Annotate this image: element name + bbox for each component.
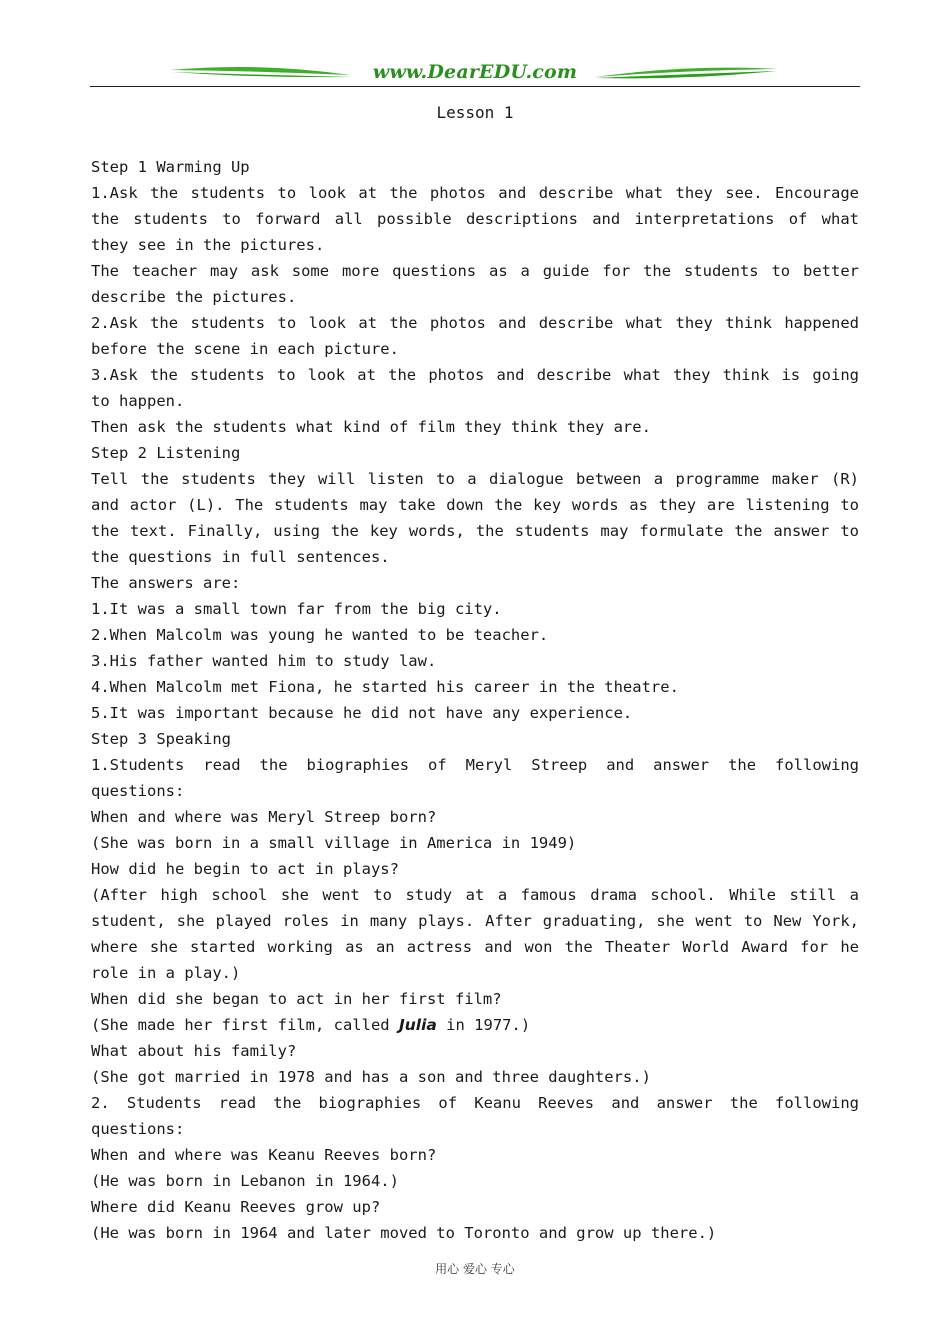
- lesson-body: [91, 154, 859, 1246]
- text-line: The teacher may ask some more questions as a guide for the students to better: [91, 262, 859, 280]
- page-footer: 用心 爱心 专心: [435, 1262, 515, 1276]
- text-line: [91, 1012, 859, 1038]
- text-line: Step 3 Speaking: [91, 730, 231, 748]
- text-line: (He was born in Lebanon in 1964.): [91, 1172, 399, 1190]
- text-line: 2.Ask the students to look at the photos and describe what they think happened: [91, 314, 859, 332]
- text-line: 4.When Malcolm met Fiona, he started his career in the theatre.: [91, 678, 679, 696]
- page-title: Lesson 1: [436, 103, 514, 122]
- text-line: role in a play.): [91, 964, 241, 982]
- text-line: 1.Students read the biographies of Meryl Streep and answer the following: [91, 756, 859, 774]
- text-line: Where did Keanu Reeves grow up?: [91, 1198, 381, 1216]
- text-line: they see in the pictures.: [91, 236, 325, 254]
- text-line: Then ask the students what kind of film they think they are.: [91, 418, 651, 436]
- text-line: When and where was Meryl Streep born?: [91, 808, 437, 826]
- text-line: The answers are:: [91, 574, 241, 592]
- text-line: (After high school she went to study at a famous drama school. While still a: [91, 886, 859, 904]
- text-line: the students to forward all possible descriptions and interpretations of what: [91, 210, 859, 228]
- header-banner: [90, 58, 860, 90]
- text-line: questions:: [91, 782, 185, 800]
- text-line: How did he begin to act in plays?: [91, 860, 399, 878]
- text-line: and actor (L). The students may take down the key words as they are listening to: [91, 496, 859, 514]
- text-line: describe the pictures.: [91, 288, 297, 306]
- text-line: When did she began to act in her first film?: [91, 990, 502, 1008]
- text-line: 1.It was a small town far from the big city.: [91, 600, 502, 618]
- film-title: Julia: [398, 1016, 437, 1034]
- text-line: Step 2 Listening: [91, 444, 241, 462]
- site-logo[interactable]: www.DearEDU.com: [372, 61, 578, 83]
- text-line: 3.Ask the students to look at the photos and describe what they think is going: [91, 366, 859, 384]
- text-line: 1.Ask the students to look at the photos and describe what they see. Encourage: [91, 184, 859, 202]
- text-line: (He was born in 1964 and later moved to Toronto and grow up there.): [91, 1224, 717, 1242]
- header-divider: [90, 86, 860, 87]
- text-line: Tell the students they will listen to a dialogue between a programme maker (R): [91, 470, 859, 488]
- text-line: 3.His father wanted him to study law.: [91, 652, 437, 670]
- text-line: student, she played roles in many plays. After graduating, she went to New York,: [91, 912, 859, 930]
- text-line: (She got married in 1978 and has a son and three daughters.): [91, 1068, 651, 1086]
- text-segment: in 1977.): [436, 1016, 531, 1034]
- text-line: When and where was Keanu Reeves born?: [91, 1146, 437, 1164]
- text-line: to happen.: [91, 392, 185, 410]
- text-line: the text. Finally, using the key words, the students may formulate the answer to: [91, 522, 859, 540]
- text-segment: (She made her first film, called: [91, 1016, 399, 1034]
- text-line: 2. Students read the biographies of Keanu Reeves and answer the following: [91, 1094, 859, 1112]
- text-line: questions:: [91, 1120, 185, 1138]
- text-line: 5.It was important because he did not have any experience.: [91, 704, 633, 722]
- text-line: before the scene in each picture.: [91, 340, 399, 358]
- text-line: (She was born in a small village in America in 1949): [91, 834, 577, 852]
- text-line: What about his family?: [91, 1042, 297, 1060]
- text-line: Step 1 Warming Up: [91, 158, 250, 176]
- text-line: the questions in full sentences.: [91, 548, 390, 566]
- text-line: where she started working as an actress and won the Theater World Award for he: [91, 938, 859, 956]
- text-line: 2.When Malcolm was young he wanted to be teacher.: [91, 626, 549, 644]
